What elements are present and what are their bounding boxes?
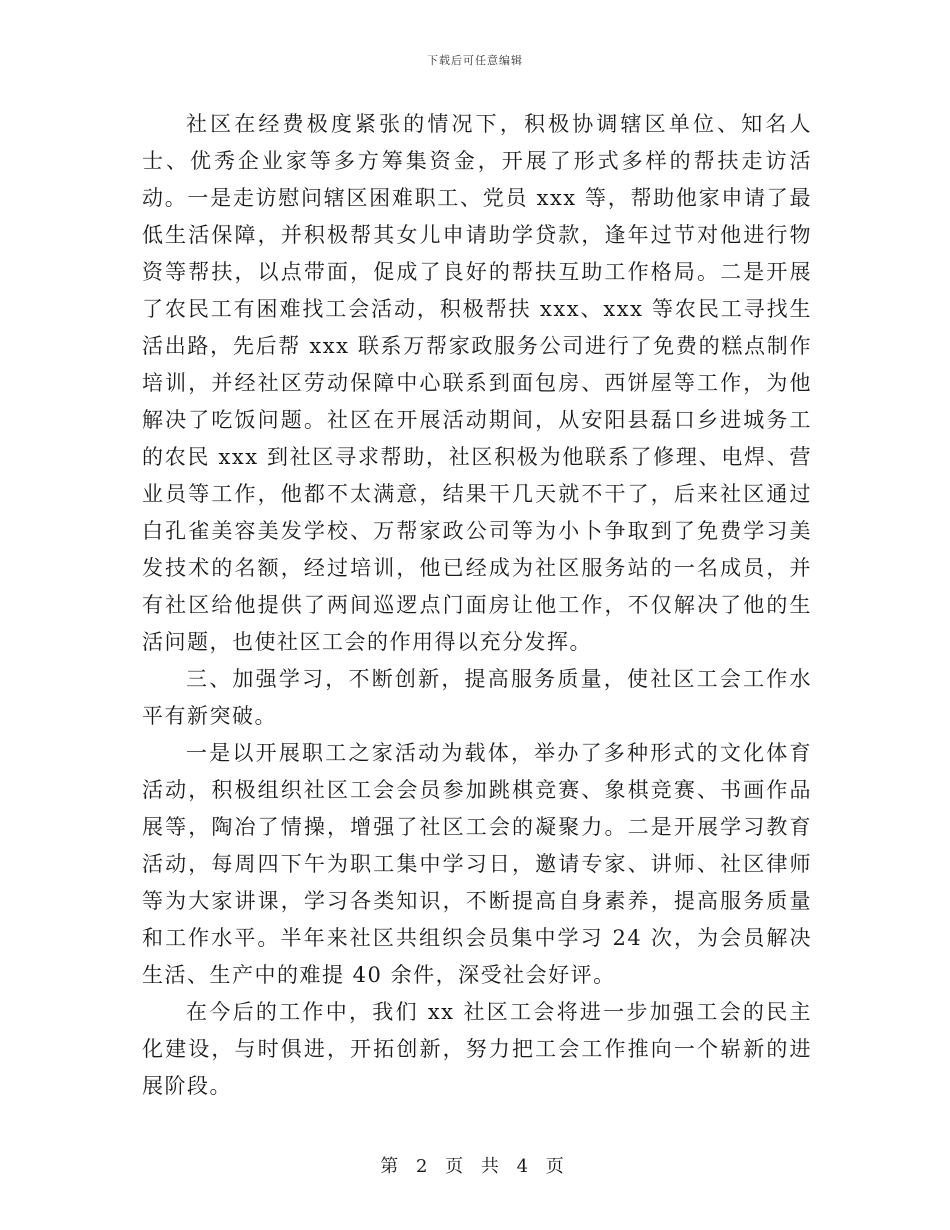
section-heading-three: 三、加强学习，不断创新，提高服务质量，使社区工会工作水平有新突破。 [142, 667, 812, 728]
paragraph-conclusion: 在今后的工作中，我们 xx 社区工会将进一步加强工会的民主化建设，与时俱进，开拓创新，努力把工会工作推向一个崭新的进展阶段。 [142, 1000, 812, 1098]
page-header: 下载后可任意编辑 [427, 54, 523, 67]
document-body [142, 106, 812, 1105]
page-number: 第 2 页 共 4 页 [380, 1156, 570, 1177]
paragraph-assistance-activities: 社区在经费极度紧张的情况下，积极协调辖区单位、知名人士、优秀企业家等多方筹集资金，开展了形式多样的帮扶走访活动。一是走访慰问辖区困难职工、党员 xxx 等，帮助他家申请了最低生活保障，并积极帮其女儿申请助学贷款，逢年过节对他进行物资等帮扶，以点带面，促成了良好的帮扶互助工作格局。二是开展了农民工有困难找工会活动，积极帮扶 xxx、xxx 等农民工寻找生活出路，先后帮 xxx 联系万帮家政服务公司进行了免费的糕点制作培训，并经社区劳动保障中心联系到面包房、西饼屋等工作，为他解决了吃饭问题。社区在开展活动期间，从安阳县磊口乡进城务工的农民 xxx 到社区寻求帮助，社区积极为他联系了修理、电焊、营业员等工作，他都不太满意，结果干几天就不干了，后来社区通过白孔雀美容美发学校、万帮家政公司等为小卜争取到了免费学习美发技术的名额，经过培训，他已经成为社区服务站的一名成员，并有社区给他提供了两间巡逻点门面房让他工作，不仅解决了他的生活问题，也使社区工会的作用得以充分发挥。 [142, 112, 812, 654]
paragraph-learning-activities: 一是以开展职工之家活动为载体，举办了多种形式的文化体育活动，积极组织社区工会会员参加跳棋竞赛、象棋竞赛、书画作品展等，陶冶了情操，增强了社区工会的凝聚力。二是开展学习教育活动，每周四下午为职工集中学习日，邀请专家、讲师、社区律师等为大家讲课，学习各类知识，不断提高自身素养，提高服务质量和工作水平。半年来社区共组织会员集中学习 24 次，为会员解决生活、生产中的难提 40 余件，深受社会好评。 [142, 741, 812, 987]
